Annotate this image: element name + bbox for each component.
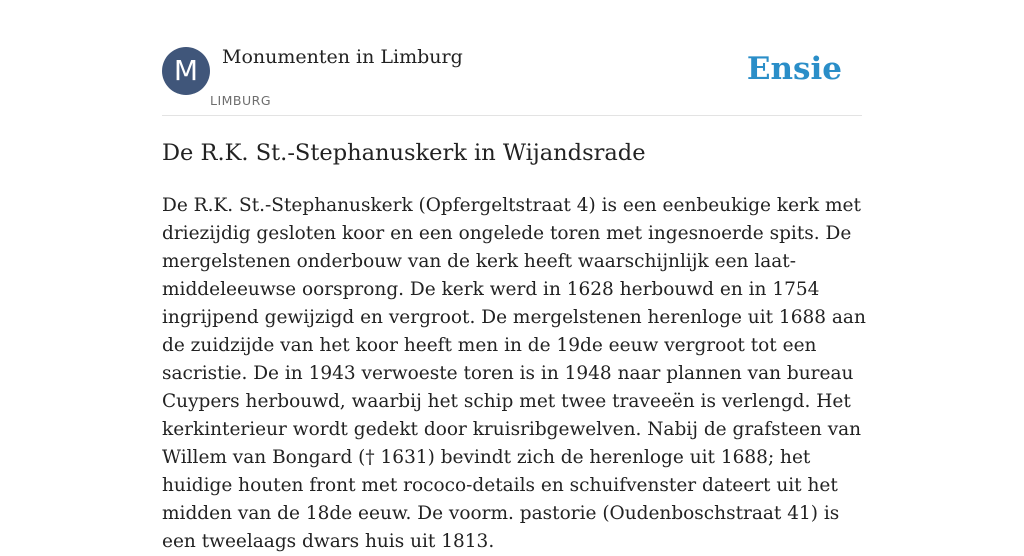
site-header [162, 45, 862, 116]
site-subtitle: LIMBURG [210, 93, 272, 108]
avatar[interactable]: M [162, 47, 210, 95]
article-body: De R.K. St.-Stephanuskerk (Opfergeltstraat 4) is een eenbeukige kerk met driezijdig gesloten koor en een ongelede toren met ingesnoerde spits. De mergelstenen onderbouw van de kerk heeft waarschijnlijk een laat-middeleeuwse oorsprong. De kerk werd in 1628 herbouwd en in 1754 ingrijpend gewijzigd en vergroot. De mergelstenen herenloge uit 1688 aan de zuidzijde van het koor heeft men in de 19de eeuw vergroot tot een sacristie. De in 1943 verwoeste toren is in 1948 naar plannen van bureau Cuypers herbouwd, waarbij het schip met twee traveeën is verlengd. Het kerkinterieur wordt gedekt door kruisribgewelven. Nabij de grafsteen van Willem van Bongard († 1631) bevindt zich de herenloge uit 1688; het huidige houten front met rococo-details en schuifvenster dateert uit het midden van de 18de eeuw. De voorm. pastorie (Oudenboschstraat 41) is een tweelaags dwars huis uit 1813. [162, 195, 866, 552]
article-title: De R.K. St.-Stephanuskerk in Wijandsrade [162, 140, 646, 166]
site-title[interactable]: Monumenten in Limburg [222, 46, 463, 68]
brand-logo[interactable]: Ensie [746, 51, 842, 87]
